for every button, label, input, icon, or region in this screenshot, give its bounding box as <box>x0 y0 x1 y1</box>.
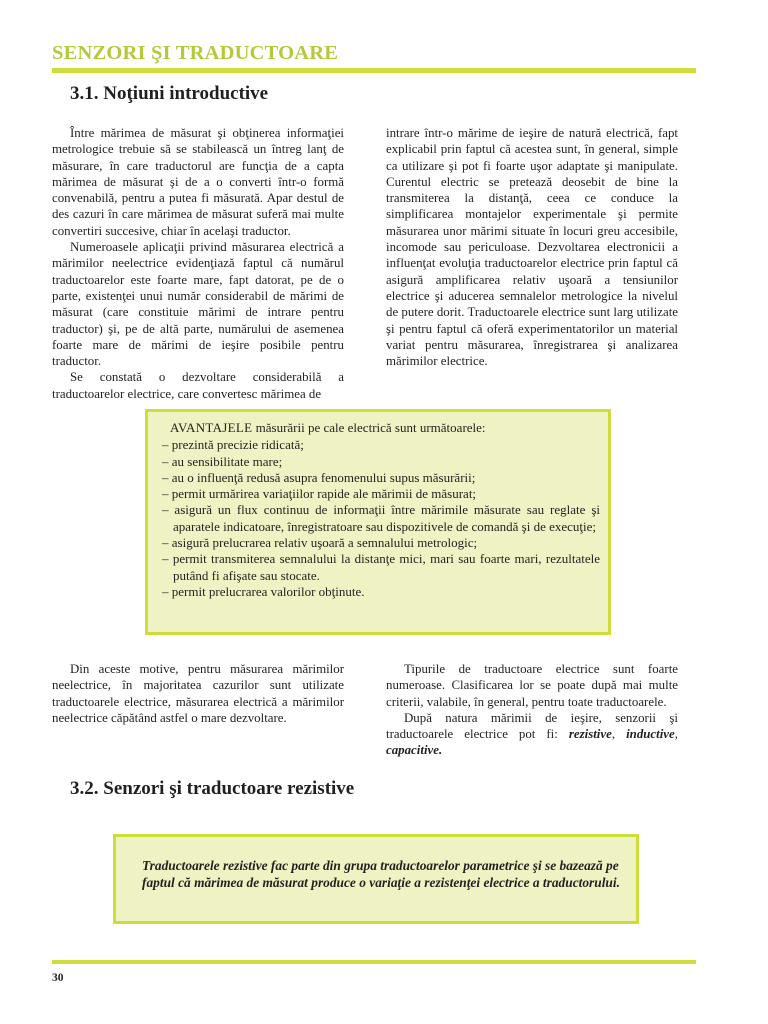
advantage-item: – asigură un flux continuu de informaţii între mărimile măsurate sau reglate şi aparatele indicatoare, înregistratoare sau dispozitivele de comandă şi de execuţie; <box>162 502 600 534</box>
advantage-item: – au sensibilitate mare; <box>162 453 283 469</box>
advantage-item: – permit urmărirea variaţiilor rapide ale mărimii de măsurat; <box>162 486 477 502</box>
conclusion-column-left <box>52 661 344 726</box>
page-number: 30 <box>52 972 64 984</box>
advantage-item: – asigură prelucrarea relativ uşoară a semnalului metrologic; <box>162 535 478 551</box>
section-title-intro: 3.1. Noţiuni introductive <box>70 83 269 104</box>
intro-paragraph: Numeroasele aplicaţii privind măsurarea electrică a mărimilor neelectrice evidenţiază faptul că numărul traductoarelor este foarte mare, fapt datorat, pe de o parte, existenţei unui număr considerabil de mărimi de măsurat (care constituie mărimi de intrare pentru traductor) şi, pe de altă parte, numărului de asemenea foarte mare de mărimi de ieşire posibile pentru traductor. <box>52 240 344 369</box>
advantage-item: – au o influenţă redusă asupra fenomenului supus măsurării; <box>162 469 476 485</box>
classification-column-right <box>386 661 678 759</box>
intro-column-right <box>386 125 678 369</box>
conclusion-paragraph: Din aceste motive, pentru măsurarea mărimilor neelectrice, în majoritatea cazurilor sunt utilizate traductoarele electrice, măsurarea electrică a mărimilor neelectrice căpătând astfel o mare dezvoltare. <box>52 662 344 725</box>
classification-paragraph: Tipurile de traductoare electrice sunt foarte numeroase. Clasificarea lor se poate după mai multe criterii, valabile, în general, pentru toate traductoarele. <box>386 662 678 709</box>
intro-paragraph: Se constată o dezvoltare considerabilă a traductoarelor electrice, care convertesc mărimea de <box>52 370 344 401</box>
type-inductive: inductive <box>626 727 675 742</box>
types-lead: După natura mărimii de ieşire, senzorii şi traductoarele electrice pot fi: <box>386 710 678 742</box>
advantage-item: – permit prelucrarea valorilor obţinute. <box>162 583 365 599</box>
intro-paragraph: intrare într-o mărime de ieşire de natură electrică, fapt explicabil prin faptul că acestea sunt, în general, simple ca utilizare şi pot fi foarte uşor adaptate şi manipulate. Curentul electric se pretează deosebit de bine la transmiterea la distanţă, ceea ce conduce la simplificarea montajelor experimentale şi permite măsurarea unor mărimi situate în locuri greu accesibile, incomode sau periculoase. Dezvoltarea electronicii a influenţat evoluţia traductoarelor electrice prin faptul că asigură amplificarea relativ uşoară a tensiunilor electrice şi aducerea semnalelor metrologice la nivelul de putere dorit. Traductoarele electrice sunt larg utilizate şi pentru faptul că oferă experimentatorilor un material variat pentru măsurarea, înregistrarea şi analizarea mărimilor electrice. <box>386 126 678 369</box>
types-separator: , <box>611 727 627 742</box>
advantages-list <box>162 437 600 600</box>
definition-box: Traductoarele rezistive fac parte din grupa traductoarelor parametrice şi se bazează pe faptul că mărimea de măsurat produce o variaţie a rezistenţei electrice a traductorului. <box>113 834 639 924</box>
chapter-title: SENZORI ŞI TRADUCTOARE <box>52 42 339 64</box>
types-separator: , <box>674 727 678 742</box>
intro-column-left <box>52 125 344 402</box>
advantage-item: – prezintă precizie ridicată; <box>162 437 304 453</box>
type-capacitive: capacitive. <box>386 743 443 758</box>
advantages-box <box>145 409 611 635</box>
section-title-resistive: 3.2. Senzori şi traductoare rezistive <box>70 778 355 799</box>
advantages-heading <box>170 420 600 436</box>
type-resistive: rezistive <box>568 727 612 742</box>
types-paragraph <box>386 710 678 759</box>
advantages-heading-rest: măsurării pe cale electrică sunt următoarele: <box>252 420 486 435</box>
footer-rule <box>52 960 696 964</box>
advantage-item: – permit transmiterea semnalului la distanţe mici, mari sau foarte mari, rezultatele putând fi afişate sau stocate. <box>162 551 600 583</box>
advantages-heading-caps: AVANTAJELE <box>170 420 253 435</box>
intro-paragraph: Între mărimea de măsurat şi obţinerea informaţiei metrologice trebuie să se stabilească un întreg lanţ de măsurare, în care traductorul are funcţia de a capta mărimea de măsurat şi de a o converti într-o formă convenabilă, pentru a putea fi măsurată. Apar destul de des cazuri în care mărimea de măsurat suferă mai multe convertiri succesive, chiar în acelaşi traductor. <box>52 126 344 238</box>
header-rule <box>52 68 696 73</box>
